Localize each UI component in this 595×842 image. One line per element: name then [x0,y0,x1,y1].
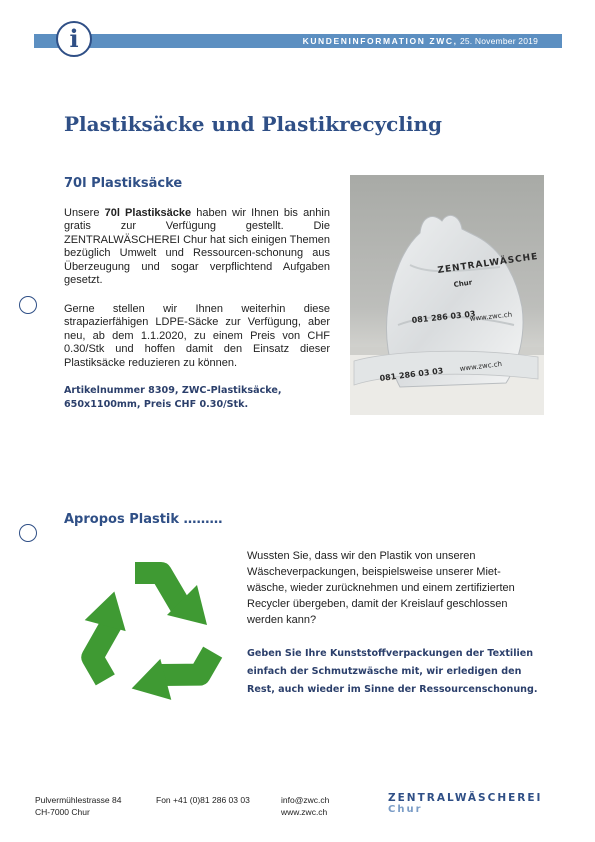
photo-print-web: www.zwc.ch [469,310,513,323]
section2-heading: Apropos Plastik ……… [64,512,223,527]
info-glyph: i [69,24,79,53]
section1-heading: 70l Plastiksäcke [64,176,183,191]
section2-note: Geben Sie Ihre Kunststoffverpackungen der Textilien einfach der Schmutzwäsche mit, wir erledigen den Rest, auch wieder im Sinne der Ressourcenschonung. [247,648,538,695]
footer-phone: Fon +41 (0)81 286 03 03 [156,795,250,805]
brand-city: Chur [388,804,423,815]
header-label: KUNDENINFORMATION ZWC, [302,36,458,46]
photo-print-phone-2: 081 286 03 03 [379,366,444,383]
footer-email-link[interactable]: info@zwc.ch [281,795,330,805]
recycle-icon [58,543,244,723]
photo-print-phone: 081 286 03 03 [411,309,476,325]
punch-hole-icon [19,296,37,314]
plastic-bag-photo [350,175,544,415]
section2-paragraph1: Wussten Sie, dass wir den Plastik von unseren Wäscheverpackungen, beispielsweise unserer Miet-wäsche, wieder zurücknehmen und einem zertifizierten Recycler übergeben, damit der Kreislauf geschlossen werden kann? [247,550,515,626]
section1-paragraph2: Gerne stellen wir Ihnen weiterhin diese strapazierfähigen LDPE-Säcke zur Verfügung, aber neu, ab dem 1.1.2020, zu einem Preis von CHF 0.30/Stk und hoffen damit den Einsatz dieser Plastiksäcke reduzieren zu können. [64,303,330,369]
punch-hole-icon [19,524,37,542]
photo-print-web-2: www.zwc.ch [459,359,503,373]
section1-p1-before: Unsere [64,207,105,219]
info-icon [56,21,92,57]
brand-name: ZENTRALWÄSCHEREI [388,792,543,804]
header-text [303,35,538,47]
footer-web-link[interactable]: www.zwc.ch [281,807,328,817]
plastic-bag-illustration [350,175,544,415]
footer-address [35,794,121,818]
photo-print-city: Chur [453,278,473,289]
section1-p1-bold: 70l Plastiksäcke [104,207,192,219]
brand-logo [388,792,542,815]
header-bar [34,34,562,48]
section1-p1-after: haben wir Ihnen bis anhin gratis zur Verfügung gestellt. Die ZENTRALWÄSCHEREI Chur hat sich einigen Themen bezüglich Umwelt und Ressourcen-schonung aus Überzeugung und sogar verpflichtend Aufgaben gesetzt. [64,207,330,287]
photo-print-brand: ZENTRALWÄSCHE [437,251,539,276]
page-title: Plastiksäcke und Plastikrecycling [64,112,443,136]
section1-article-note: Artikelnummer 8309, ZWC-Plastiksäcke, 650x1100mm, Preis CHF 0.30/Stk. [64,385,282,410]
footer-city: CH-7000 Chur [35,807,90,817]
header-date: 25. November 2019 [459,36,538,46]
footer-contact [281,794,329,818]
section1-paragraph1 [64,207,330,287]
footer-street: Pulvermühlestrasse 84 [35,795,122,805]
